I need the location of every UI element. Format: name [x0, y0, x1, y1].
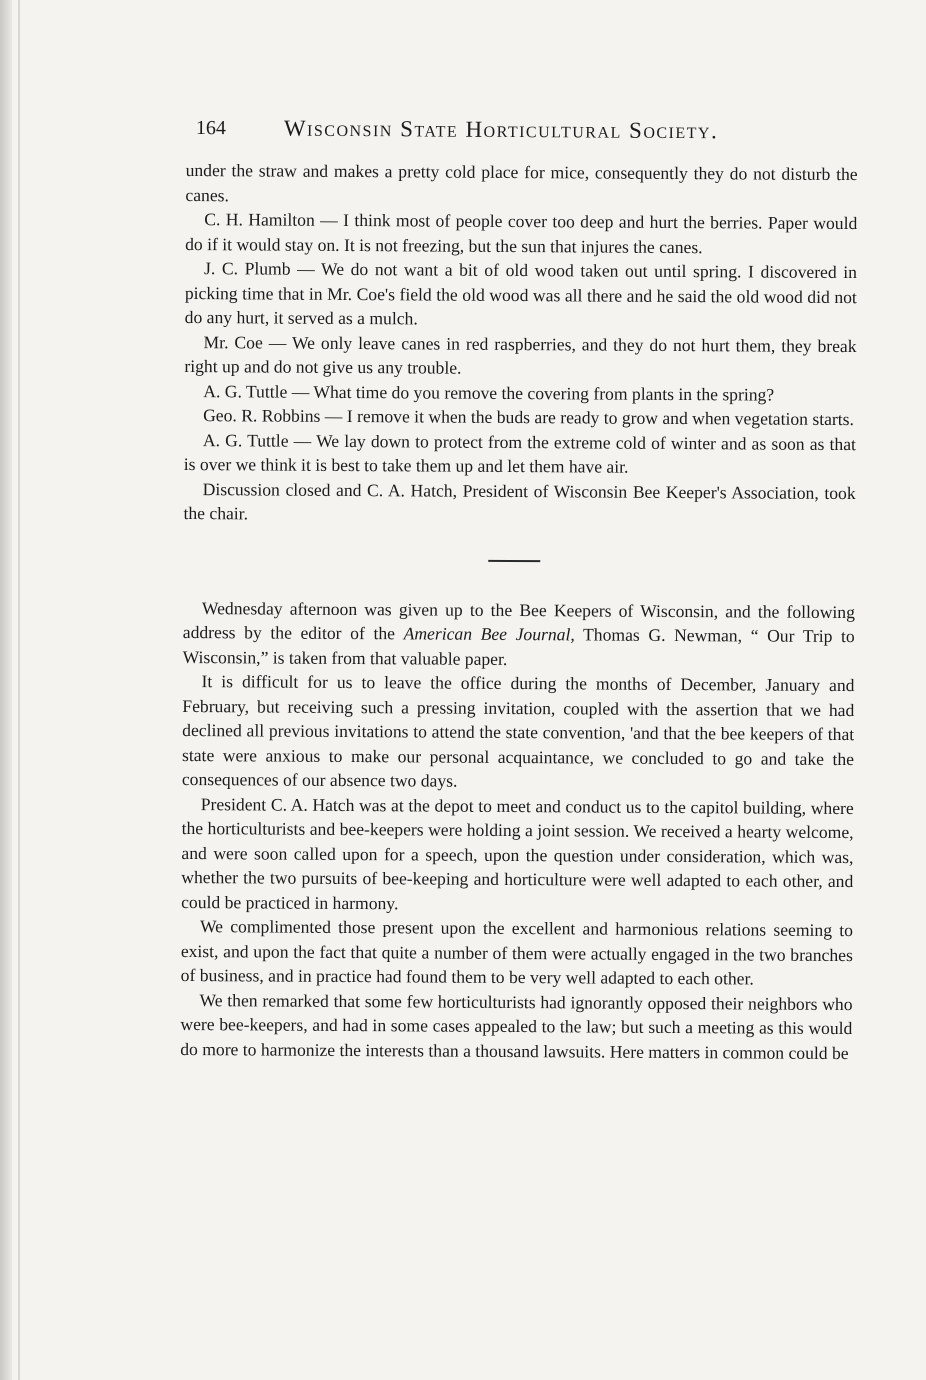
paragraph-tuttle-answer: A. G. Tuttle — We lay down to protect from the extreme cold of winter and as soon as that is over we think it is best to take them up and let them have air.	[183, 429, 857, 477]
page-body	[180, 158, 858, 1065]
paragraph-remarked: We then remarked that some few horticulturists had ignorantly opposed their neighbors who were bee-keepers, and had in some cases appealed to the law; but such a meeting as this would do more to harmonize the interests than a thousand lawsuits. Here matters in common could be	[180, 989, 853, 1063]
paragraph-continuation: under the straw and makes a pretty cold place for mice, consequently they do not disturb the canes.	[185, 159, 858, 205]
intro-text-end: Thomas G. Newman, “ Our Trip to Wisconsin,” is taken from that valuable paper.	[182, 624, 855, 669]
page-header	[186, 112, 858, 150]
paragraph-hamilton: C. H. Hamilton — I think most of people cover too deep and hurt the berries. Paper would do if it would stay on. It is not freezing, but the sun that injures the canes.	[185, 209, 858, 257]
running-head: Wisconsin State Horticultural Society.	[283, 115, 719, 144]
paragraph-robbins: Geo. R. Robbins — I remove it when the buds are ready to grow and when vegetation starts.	[203, 405, 855, 430]
paragraph-plumb: J. C. Plumb — We do not want a bit of old wood taken out until spring. I discovered in picking time that in Mr. Coe's field the old wood was all there and he said the old wood did not do any hurt, it served as a mulch.	[184, 258, 858, 329]
paragraph-tuttle-question: A. G. Tuttle — What time do you remove the covering from plants in the spring?	[203, 380, 775, 405]
paragraph-president-hatch: President C. A. Hatch was at the depot to meet and conduct us to the capitol building, where the horticulturists and bee-keepers were holding a joint session. We received a hearty welcome, and were soon called upon for a speech, upon the question under consideration, which was, whether the two pursuits of bee-keeping and horticulture were well adapted to each other, and could be practiced in harmony.	[181, 793, 854, 913]
intro-text-start: Wednesday afternoon was given up to the Bee Keepers of Wisconsin, and the following address by the editor of the	[182, 597, 855, 644]
journal-title: American Bee Journal,	[403, 623, 575, 645]
paragraph-coe: Mr. Coe — We only leave canes in red raspberries, and they do not hurt them, they break right up and do not give us any trouble.	[184, 331, 857, 378]
paragraph-difficult-to-leave: It is difficult for us to leave the office during the months of December, January and February, but receiving such a pressing invitation, coupled with the assertion that we had declined all previous invitations to attend the state convention, 'and that the bee keepers of that state were anxious to make our personal acquaintance, we concluded to go and take the consequences of our absence two days.	[181, 671, 855, 791]
scan-left-edge	[0, 0, 12, 1380]
scan-edge-line	[18, 0, 20, 1380]
paragraph-complimented: We complimented those present upon the excellent and harmonious relations seeming to exist, and upon the fact that quite a number of them were actually engaged in the two branches of business, and in practice had found them to be very well adapted to each other.	[180, 916, 854, 989]
page-number: 164	[195, 117, 226, 140]
section-divider	[488, 559, 540, 561]
paragraph-discussion-closed: Discussion closed and C. A. Hatch, President of Wisconsin Bee Keeper's Association, took the chair.	[183, 478, 856, 524]
paragraph-bee-keepers-intro	[183, 595, 855, 673]
book-page	[180, 108, 858, 1065]
